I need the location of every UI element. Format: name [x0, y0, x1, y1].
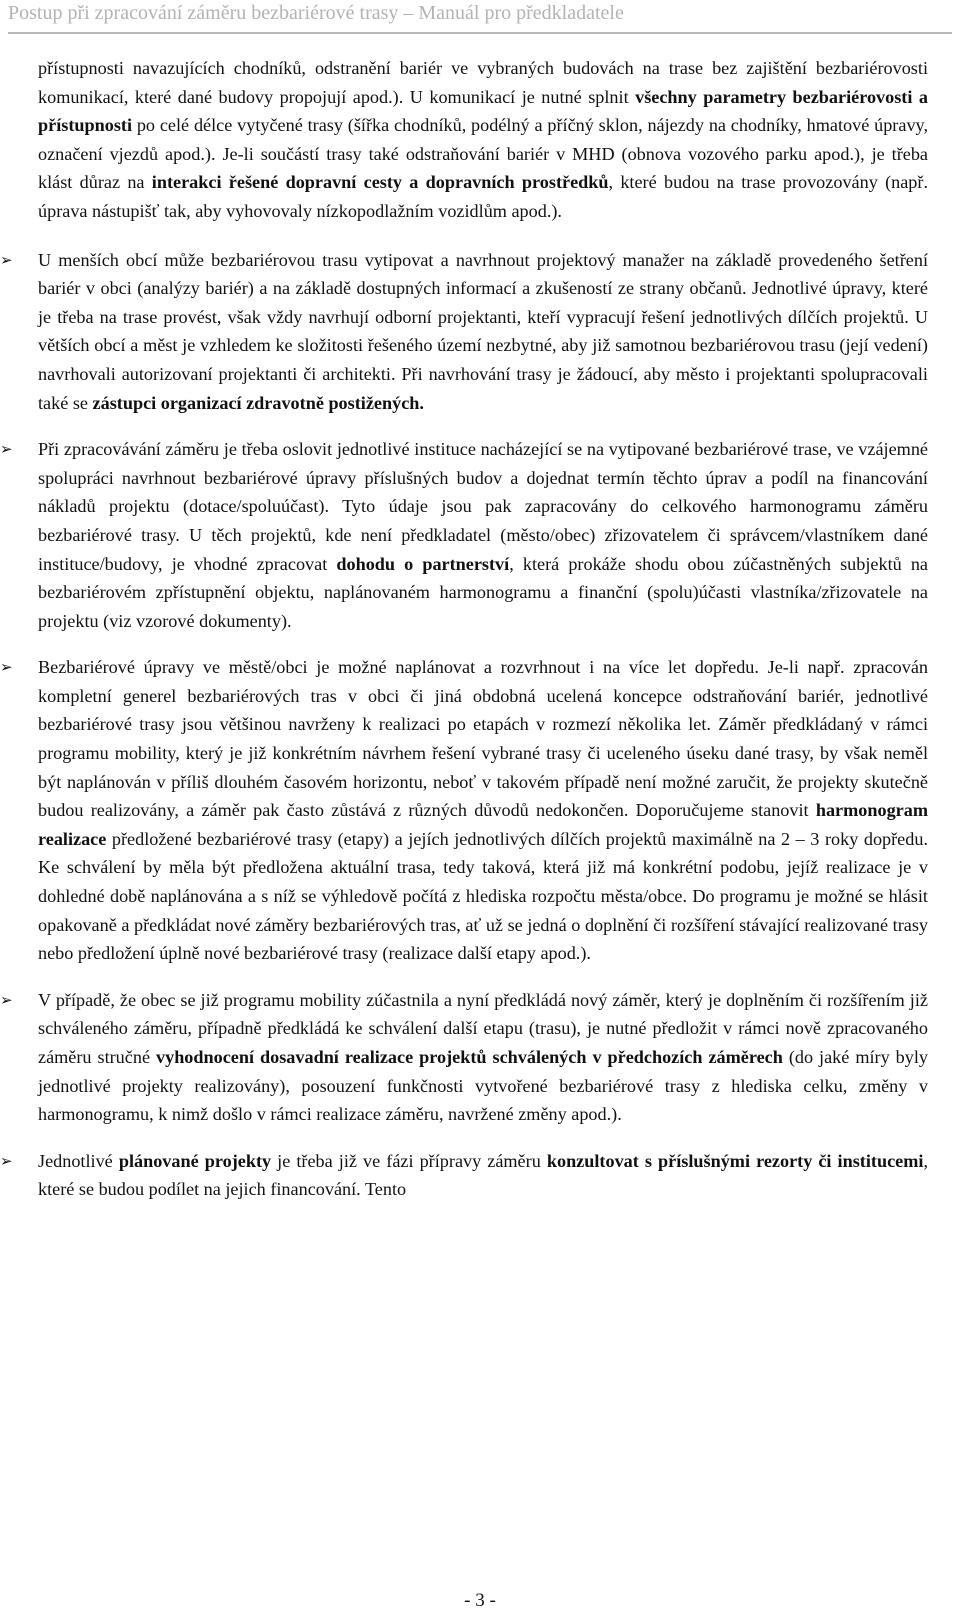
- paragraph-text: Bezbariérové úpravy ve městě/obci je možné naplánovat a rozvrhnout i na více let dopředu. Je-li např. zpracován kompletní generel bezbariérových tras v obci či jiná obdobná ucelená koncepce odstraňování bariér, jednotlivé bezbariérové trasy jsou většinou navrženy k realizaci po etapách v rozmezí několika let. Záměr předkládaný v rámci programu mobility, který je již konkrétním návrhem řešení vybrané trasy či uceleného úseku dané trasy, by však neměl být naplánován v příliš dlouhém časovém horizontu, neboť v takovém případě není možné zaručit, že projekty skutečně budou realizovány, a záměr pak často zůstává z různých důvodů nedokončen. Doporučujeme stanovit: [38, 657, 928, 821]
- paragraph-text: Jednotlivé: [38, 1150, 119, 1171]
- paragraph-bold-text: dohodu o partnerství: [336, 553, 510, 574]
- bullet-paragraph: [0, 246, 928, 418]
- header-rule: [8, 32, 952, 34]
- paragraph-bold-text: plánované projekty: [118, 1150, 272, 1171]
- paragraph-bold-text: všechny parametry bezbariérovosti a přístupnosti: [38, 86, 928, 136]
- page-number: - 3 -: [464, 1590, 496, 1611]
- paragraph-text: Při zpracovávání záměru je třeba oslovit jednotlivé instituce nacházející se na vytipované bezbariérové trase, ve vzájemné spolupráci navrhnout bezbariérové úpravy příslušných budov a dojednat termín těchto úprav a podíl na financování nákladů projektu (dotace/spoluúčast). Tyto údaje jsou pak zapracovány do celkového harmonogramu záměru bezbariérové trasy. U těch projektů, kde není předkladatel (město/obec) zřizovatelem či správcem/vlastníkem dané instituce/budovy, je vhodné zpracovat: [38, 439, 928, 574]
- paragraph-text: po celé délce vytyčené trasy (šířka chodníků, podélný a příčný sklon, nájezdy na chodníky, hmatové úpravy, označení vjezdů apod.). Je-li součástí trasy také odstraňování bariér v MHD (obnova vozového parku apod.), je třeba klást důraz na: [38, 115, 928, 193]
- paragraph-text: (do jaké míry byly jednotlivé projekty realizovány), posouzení funkčnosti vytvořené bezbariérové trasy z hlediska celku, změny v harmonogramu, k nimž došlo v rámci realizace záměru, navržené změny apod.).: [38, 1047, 928, 1125]
- paragraph-bold-text: konzultovat s příslušnými rezorty či institucemi: [546, 1150, 924, 1171]
- bullet-paragraph: [0, 435, 928, 635]
- paragraph-continuation: [38, 54, 928, 226]
- arrowhead-bullet-icon: ➢: [0, 440, 13, 459]
- paragraph-text: předložené bezbariérové trasy (etapy) a jejích jednotlivých dílčích projektů maximálně na 2 – 3 roky dopředu. Ke schválení by měla být předložena aktuální trasa, tedy taková, která již má konkrétní podobu, jejíž realizace je v dohledné době naplánována a s níž se výhledově počítá z hlediska rozpočtu města/obce. Do programu je možné se hlásit opakovaně a předkládat nové záměry bezbariérových tras, ať už se jedná o doplnění či rozšíření stávající realizované trasy nebo předložení úplně nové bezbariérové trasy (realizace další etapy apod.).: [38, 828, 928, 964]
- paragraph-bold-text: vyhodnocení dosavadní realizace projektů schválených v předchozích záměrech: [156, 1047, 783, 1067]
- paragraph-bold-text: zástupci organizací zdravotně postižených.: [92, 392, 424, 413]
- running-header: [0, 0, 960, 34]
- paragraph-text: U menších obcí může bezbariérovou trasu vytipovat a navrhnout projektový manažer na základě provedeného šetření bariér v obci (analýzy bariér) a na základě dostupných informací a zkušeností ze strany občanů. Jednotlivé úpravy, které je třeba na trase provést, však vždy navrhují odborní projektanti, kteří vypracují řešení jednotlivých dílčích projektů. U větších obcí a měst je vzhledem ke složitosti řešeného území nezbytné, aby již samotnou bezbariérovou trasu (její vedení) navrhovali autorizovaní projektanti či architekti. Při navrhování trasy je žádoucí, aby město i projektanti spolupracovali také se: [38, 249, 928, 413]
- bullet-paragraph: [0, 986, 928, 1129]
- bullet-paragraph: [0, 653, 928, 968]
- page-body: [0, 54, 929, 1204]
- arrowhead-bullet-icon: ➢: [0, 990, 13, 1009]
- arrowhead-bullet-icon: ➢: [0, 658, 13, 677]
- paragraph-text: , které budou na trase provozovány (např. úprava nástupišť tak, aby vyhovovaly nízkopodlažním vozidlům apod.).: [38, 172, 929, 221]
- paragraph-text: V případě, že obec se již programu mobility zúčastnila a nyní předkládá nový záměr, který je doplněním či rozšířením již schváleného záměru, případně předkládá ke schválení další etapu (trasu), je nutné předložit v rámci nově zpracovaného záměru stručné: [38, 989, 928, 1067]
- paragraph-bold-text: interakci řešené dopravní cesty a dopravních prostředků: [151, 172, 609, 193]
- paragraph-text: , které se budou podílet na jejich financování. Tento: [38, 1150, 928, 1200]
- arrowhead-bullet-icon: ➢: [0, 250, 13, 269]
- paragraph-bold-text: harmonogram realizace: [38, 800, 928, 849]
- paragraph-text: je třeba již ve fázi přípravy záměru: [271, 1150, 547, 1171]
- arrowhead-bullet-icon: ➢: [0, 1151, 13, 1170]
- paragraph-text: , která prokáže shodu obou zúčastněných subjektů na bezbariérovém zpřístupnění objektu, naplánovaném harmonogramu a finanční (spolu)účasti vlastníka/zřizovatele na projektu (viz vzorové dokumenty).: [38, 553, 928, 631]
- bullet-paragraph: [0, 1147, 928, 1204]
- header-title: Postup při zpracování záměru bezbariérové trasy – Manuál pro předkladatele: [8, 2, 624, 24]
- paragraph-text: přístupnosti navazujících chodníků, odstranění bariér ve vybraných budovách na trase bez zajištění bezbariérovosti komunikací, které dané budovy propojují apod.). U komunikací je nutné splnit: [38, 58, 928, 107]
